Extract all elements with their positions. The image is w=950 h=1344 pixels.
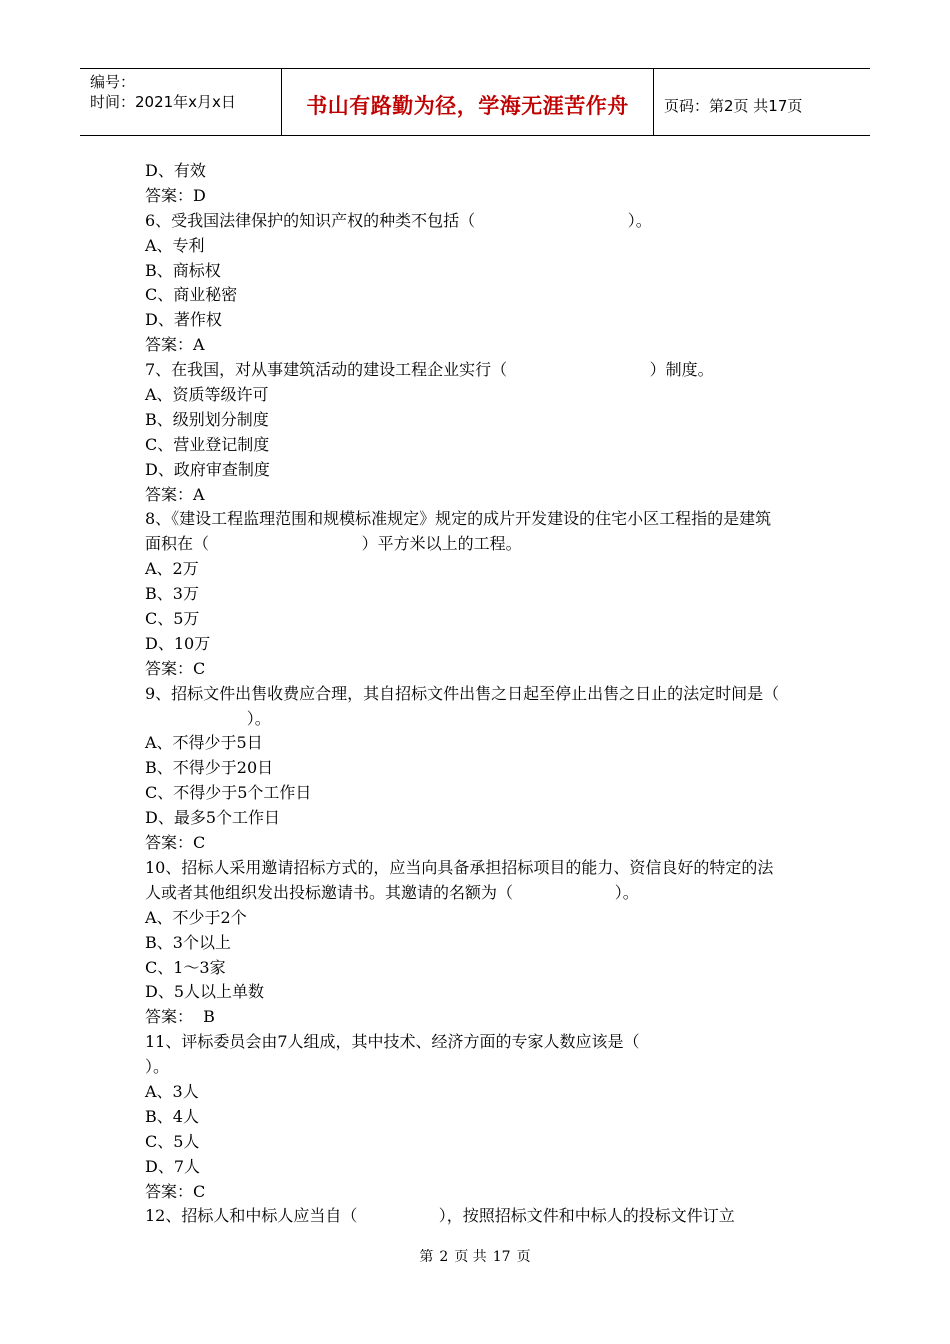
text-line: 12、招标人和中标人应当自（ ），按照招标文件和中标人的投标文件订立 bbox=[145, 1206, 735, 1226]
document-date: 时间：2021年x月x日 bbox=[90, 93, 236, 111]
text-line: ）。 bbox=[145, 1057, 170, 1077]
text-line: 答案：C bbox=[145, 658, 206, 678]
text-line: 7、在我国，对从事建筑活动的建设工程企业实行（ ）制度。 bbox=[145, 360, 714, 380]
header-meta bbox=[80, 69, 282, 135]
footer-suffix: 页 bbox=[516, 1249, 531, 1265]
text-line: 答案：C bbox=[145, 1181, 206, 1201]
footer-current-page: 2 bbox=[439, 1249, 449, 1265]
text-line: D、著作权 bbox=[145, 310, 222, 330]
text-line: 答案：A bbox=[145, 335, 205, 355]
text-line: B、3万 bbox=[145, 584, 199, 604]
text-line: C、营业登记制度 bbox=[145, 434, 270, 454]
text-line: 6、受我国法律保护的知识产权的种类不包括（ ）。 bbox=[145, 210, 652, 230]
text-line: 答案： B bbox=[145, 1007, 215, 1027]
footer-prefix: 第 bbox=[419, 1249, 434, 1265]
document-number-label: 编号： bbox=[90, 73, 136, 91]
text-line: 9、招标文件出售收费应合理，其自招标文件出售之日起至停止出售之日止的法定时间是（ bbox=[145, 683, 780, 703]
text-line: 8、《建设工程监理范围和规模标准规定》规定的成片开发建设的住宅小区工程指的是建筑 bbox=[145, 509, 772, 529]
text-line: C、商业秘密 bbox=[145, 285, 238, 305]
text-line: 10、招标人采用邀请招标方式的，应当向具备承担招标项目的能力、资信良好的特定的法 bbox=[145, 857, 774, 877]
text-line: ）。 bbox=[145, 708, 271, 728]
text-line: A、不少于2个 bbox=[145, 907, 247, 927]
text-line: D、10万 bbox=[145, 633, 211, 653]
text-line: D、7人 bbox=[145, 1156, 201, 1176]
text-line: C、5万 bbox=[145, 609, 200, 629]
footer-middle: 页 共 bbox=[454, 1249, 487, 1265]
text-line: D、5人以上单数 bbox=[145, 982, 265, 1002]
text-line: B、级别划分制度 bbox=[145, 409, 269, 429]
text-line: B、4人 bbox=[145, 1106, 199, 1126]
header-motto: 书山有路勤为径，学海无涯苦作舟 bbox=[282, 69, 654, 135]
question-list bbox=[145, 159, 815, 1229]
text-line: A、资质等级许可 bbox=[145, 385, 269, 405]
text-line: A、2万 bbox=[145, 559, 199, 579]
text-line: C、5人 bbox=[145, 1131, 200, 1151]
text-line: C、不得少于5个工作日 bbox=[145, 783, 312, 803]
text-line: 答案：C bbox=[145, 833, 206, 853]
header-page-info: 页码：第2页 共17页 bbox=[664, 96, 803, 115]
text-line: C、1～3家 bbox=[145, 957, 226, 977]
text-line: 面积在（ ）平方米以上的工程。 bbox=[145, 534, 522, 554]
document-header bbox=[80, 68, 870, 136]
text-line: A、3人 bbox=[145, 1081, 199, 1101]
text-line: 11、评标委员会由7人组成，其中技术、经济方面的专家人数应该是（ bbox=[145, 1032, 640, 1052]
text-line: 答案：A bbox=[145, 484, 205, 504]
text-line: A、专利 bbox=[145, 235, 205, 255]
text-line: D、最多5个工作日 bbox=[145, 808, 281, 828]
text-line: 人或者其他组织发出投标邀请书。其邀请的名额为（ ）。 bbox=[145, 882, 639, 902]
text-line: D、有效 bbox=[145, 161, 206, 180]
text-line: D、政府审查制度 bbox=[145, 459, 270, 479]
page-footer bbox=[0, 1246, 950, 1266]
text-line: B、3个以上 bbox=[145, 932, 231, 952]
footer-total-pages: 17 bbox=[492, 1249, 511, 1265]
text-line: A、不得少于5日 bbox=[145, 733, 263, 753]
text-line: B、不得少于20日 bbox=[145, 758, 274, 778]
text-line: B、商标权 bbox=[145, 260, 221, 280]
text-line: 答案：D bbox=[145, 185, 206, 205]
